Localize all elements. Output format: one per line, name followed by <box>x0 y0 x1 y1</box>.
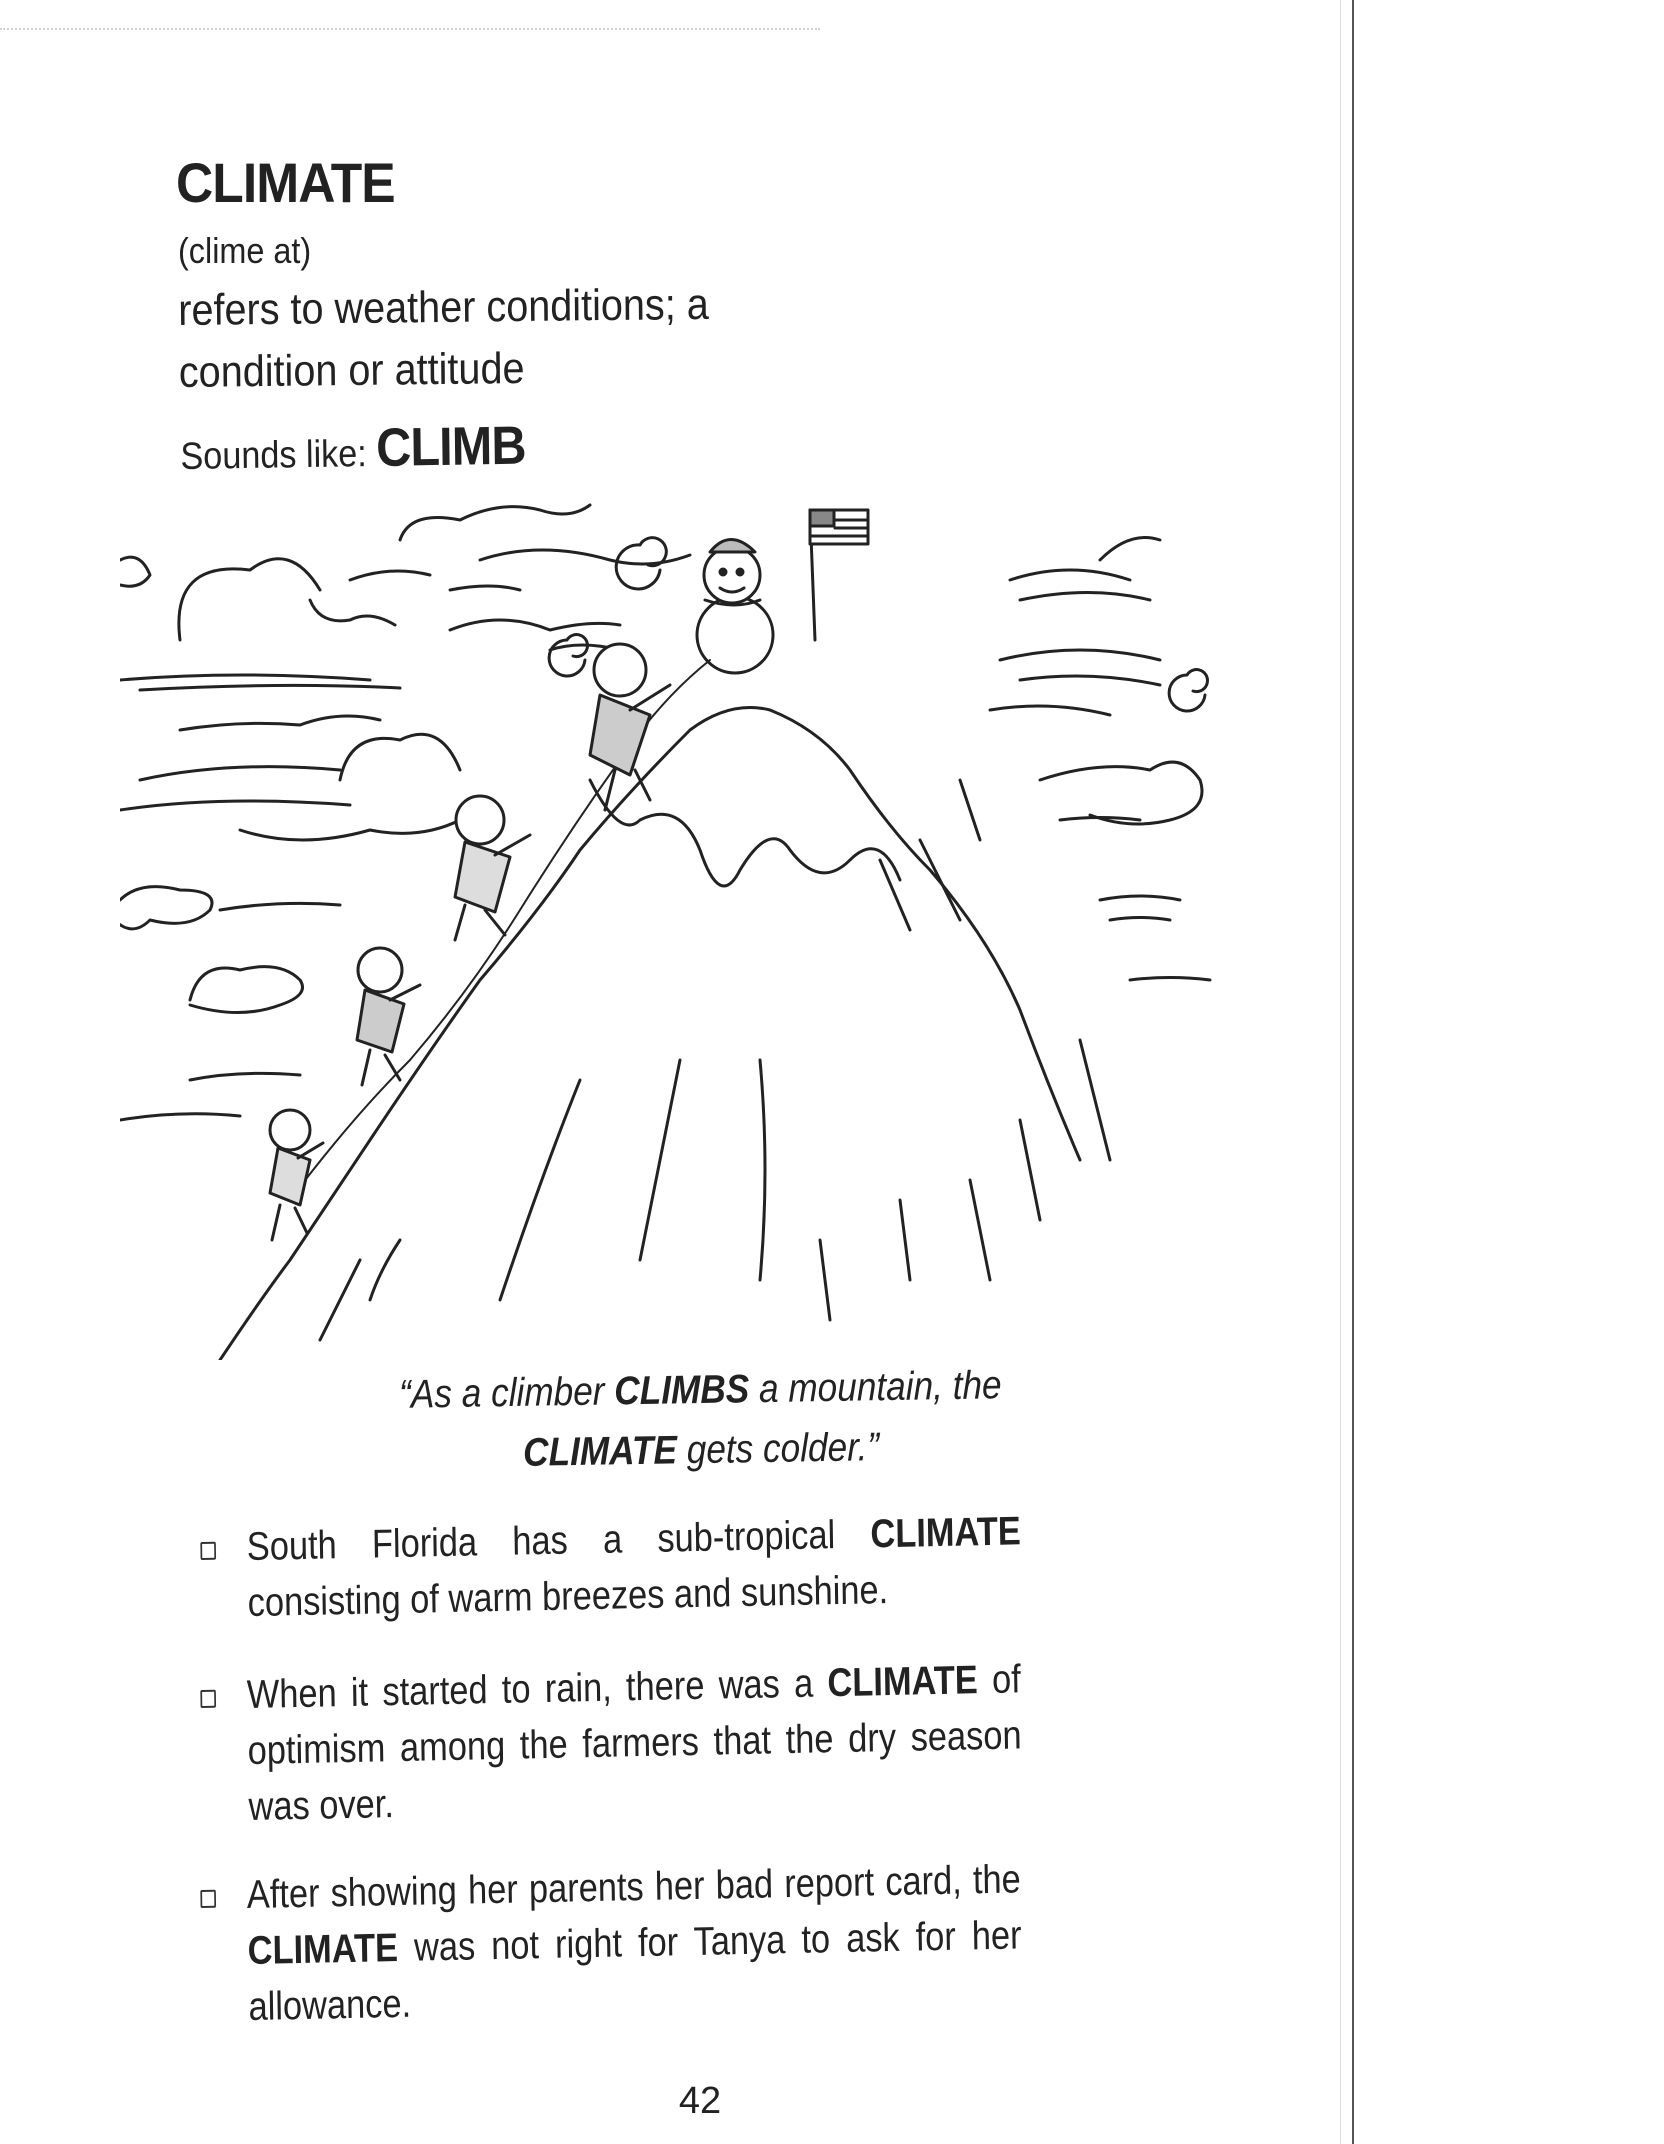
definition-line-1: refers to weather conditions; a <box>178 279 709 335</box>
example-item <box>200 1850 1094 2030</box>
example-text-part: After showing her parents her bad report card, the <box>246 1857 1022 1918</box>
definition-line-2: condition or attitude <box>178 343 525 397</box>
climber-3-icon <box>455 796 530 940</box>
checkbox-bullet-icon <box>200 1690 216 1708</box>
entry-pronunciation: (clime at) <box>178 230 312 271</box>
sounds-like-word: CLIMB <box>375 415 526 478</box>
page-number: 42 <box>678 2080 722 2122</box>
example-text-part: of optimism among the farmers that the dry season was over. <box>247 1657 1022 1830</box>
sounds-like <box>180 415 526 482</box>
example-item <box>200 1650 1094 1830</box>
example-text <box>246 1503 1022 1631</box>
caption-bold-climbs: CLIMBS <box>614 1367 750 1414</box>
example-text-part: was not right for Tanya to ask for her allowance. <box>248 1913 1022 2030</box>
example-bold-word: CLIMATE <box>870 1509 1022 1557</box>
scan-edge-dots <box>0 28 820 32</box>
example-text-part: When it started to rain, there was a <box>246 1661 828 1718</box>
example-text <box>246 1851 1022 2035</box>
example-item <box>200 1502 1094 1626</box>
mountain-climbers-illustration <box>120 480 1230 1360</box>
snowman-icon <box>697 540 773 674</box>
mountain-icon <box>220 708 1110 1361</box>
caption-part: “As a climber <box>398 1369 615 1417</box>
wind-clouds-icon <box>120 505 1210 1120</box>
entry-word: CLIMATE <box>176 151 395 214</box>
illustration-caption <box>348 1354 1053 1485</box>
example-text-part: consisting of warm breezes and sunshine. <box>247 1568 889 1626</box>
example-bold-word: CLIMATE <box>827 1658 979 1706</box>
checkbox-bullet-icon <box>200 1890 216 1908</box>
example-bold-word: CLIMATE <box>247 1925 399 1974</box>
book-binding-edge <box>1352 0 1354 2144</box>
caption-bold-climate: CLIMATE <box>522 1428 678 1475</box>
page-edge-shadow <box>1340 0 1341 2144</box>
caption-part: gets colder.” <box>676 1425 880 1473</box>
entry-definition <box>178 273 755 404</box>
climber-2-icon <box>357 948 420 1085</box>
example-text-part: South Florida has a sub-tropical <box>246 1512 871 1570</box>
caption-part: a mountain, the <box>748 1363 1002 1412</box>
sounds-like-label: Sounds like: <box>180 433 368 478</box>
flag-icon <box>810 510 868 640</box>
example-text <box>246 1651 1022 1835</box>
checkbox-bullet-icon <box>200 1542 216 1560</box>
